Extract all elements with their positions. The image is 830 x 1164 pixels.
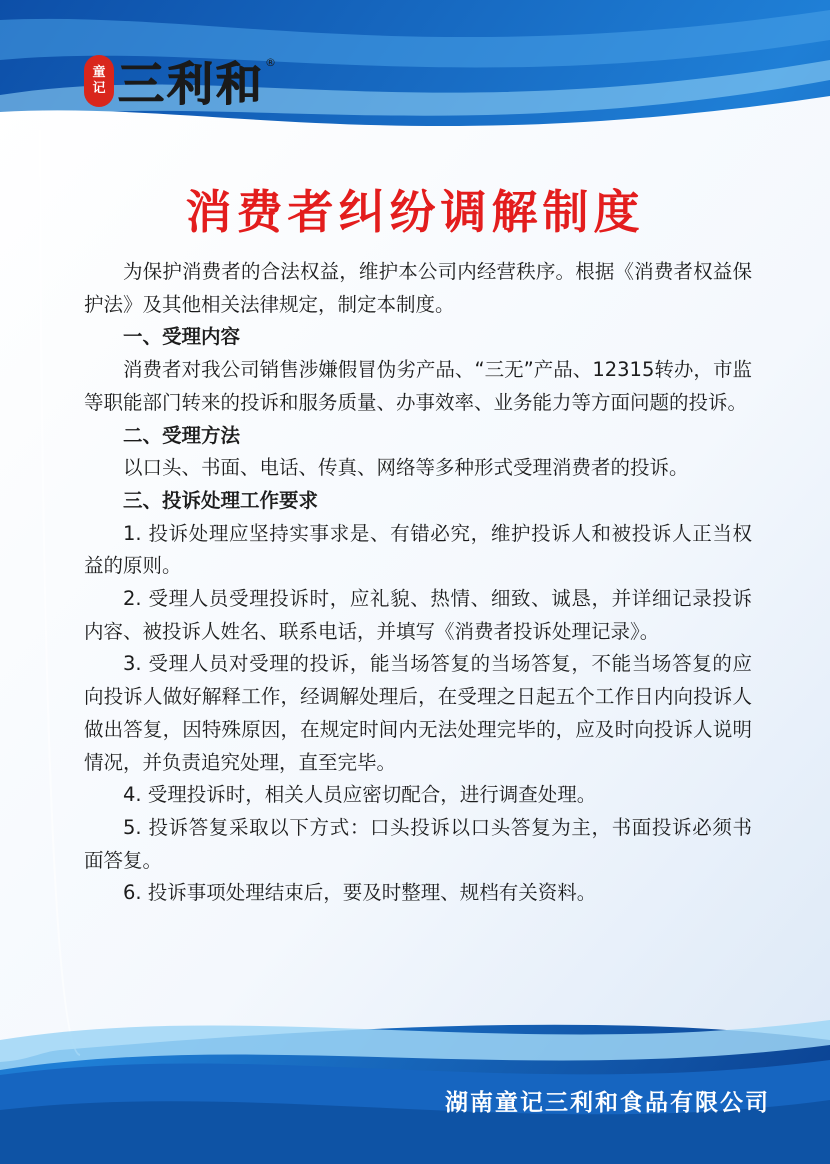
company-name: 湖南童记三利和食品有限公司 — [445, 1090, 770, 1116]
page-title: 消费者纠纷调解制度 — [185, 185, 645, 239]
requirement-item: 3. 受理人员对受理的投诉，能当场答复的当场答复，不能当场答复的应向投诉人做好解释工作，经调解处理后，在受理之日起五个工作日内向投诉人做出答复，因特殊原因，在规定时间内无法处理完毕的，应及时向投诉人说明情况，并负责追究处理，直至完毕。 — [84, 652, 752, 774]
section-heading: 二、受理方法 — [123, 423, 241, 447]
requirement-item: 2. 受理人员受理投诉时，应礼貌、热情、细致、诚恳，并详细记录投诉内容、被投诉人姓名、联系电话，并填写《消费者投诉处理记录》。 — [84, 587, 752, 643]
section-heading: 一、受理内容 — [123, 325, 241, 349]
brand-badge-line2: 记 — [92, 81, 106, 96]
section-paragraph: 以口头、书面、电话、传真、网络等多种形式受理消费者的投诉。 — [123, 456, 689, 480]
registered-mark: ® — [265, 56, 276, 69]
requirement-item: 6. 投诉事项处理结束后，要及时整理、规档有关资料。 — [123, 881, 597, 905]
section-heading: 三、投诉处理工作要求 — [123, 488, 319, 512]
brand-badge — [84, 55, 114, 107]
document-body — [84, 256, 752, 910]
brand-name: 三利和 — [118, 57, 265, 111]
requirement-item: 4. 受理投诉时，相关人员应密切配合，进行调查处理。 — [123, 783, 597, 807]
brand-badge-line1: 童 — [92, 65, 106, 80]
requirement-item: 5. 投诉答复采取以下方式：口头投诉以口头答复为主，书面投诉必须书面答复。 — [84, 815, 752, 872]
section-paragraph: 消费者对我公司销售涉嫌假冒伪劣产品、“三无”产品、12315转办，市监等职能部门转来的投诉和服务质量、办事效率、业务能力等方面问题的投诉。 — [84, 358, 752, 414]
requirement-item: 1. 投诉处理应坚持实事求是、有错必究，维护投诉人和被投诉人正当权益的原则。 — [84, 521, 752, 578]
intro-paragraph: 为保护消费者的合法权益，维护本公司内经营秩序。根据《消费者权益保护法》及其他相关法律规定，制定本制度。 — [84, 260, 752, 316]
brand-logo — [84, 52, 276, 110]
